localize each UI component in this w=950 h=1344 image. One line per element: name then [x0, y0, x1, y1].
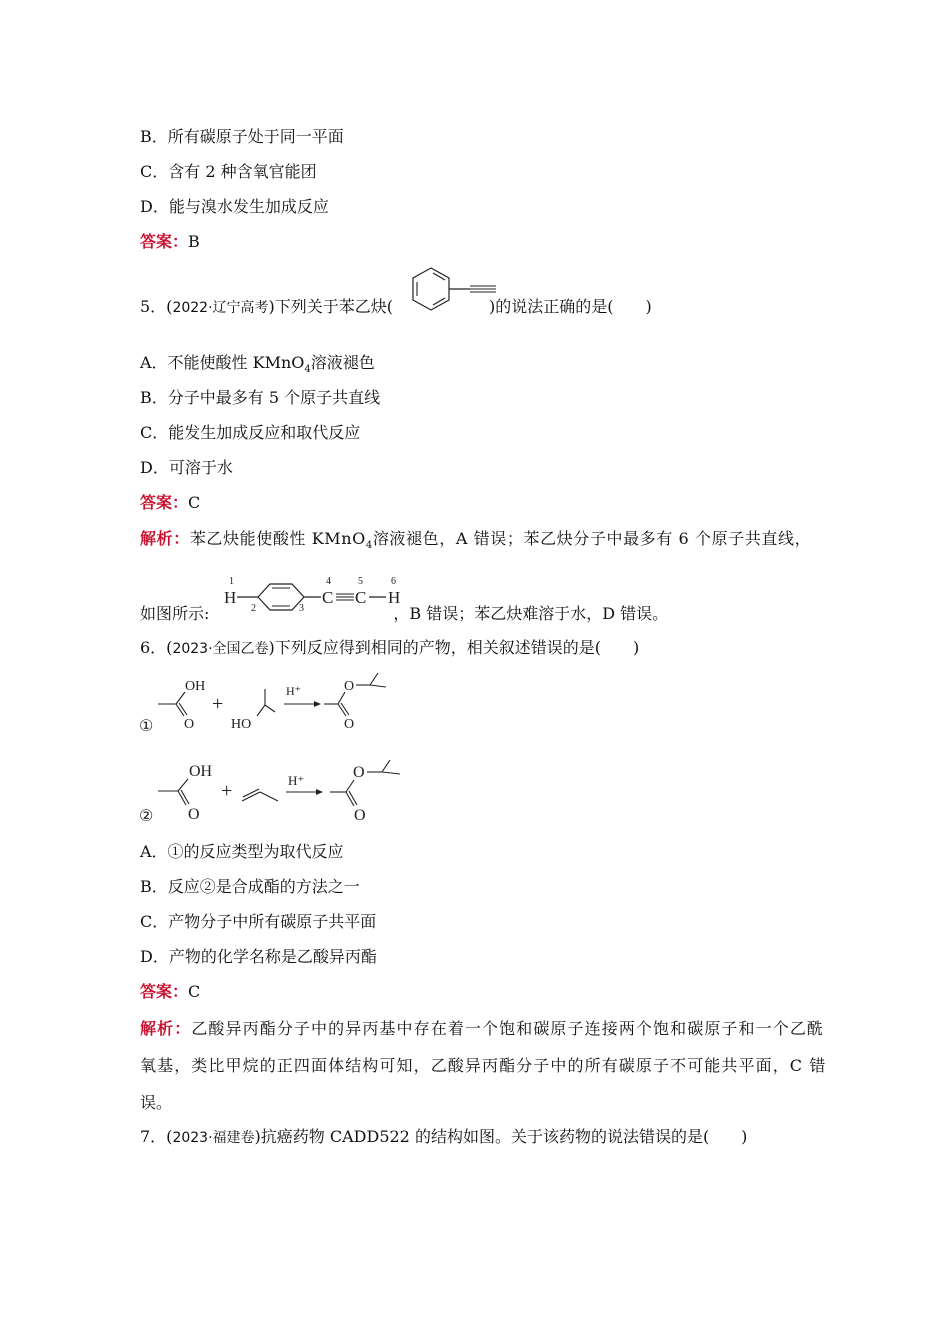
answer-label: 答案： — [140, 982, 189, 1001]
atom-c: C — [322, 588, 334, 607]
analysis-text: 溶液褪色，A 错误；苯乙炔分子中最多有 6 个原子共直线， — [372, 529, 812, 548]
atom-number: 6 — [391, 576, 396, 587]
atom-number: 3 — [299, 603, 304, 614]
answer-value: C — [188, 493, 201, 512]
q6-option-a: A．①的反应类型为取代反应 — [140, 842, 344, 861]
phenylacetylene-numbered-structure — [222, 572, 412, 620]
question-source: 2022·辽宁高考 — [172, 300, 269, 316]
atom-number: 2 — [251, 603, 256, 614]
q5-option-b: B．分子中最多有 5 个原子共直线 — [140, 388, 381, 407]
option-text: A．不能使酸性 KMnO — [140, 353, 305, 372]
analysis-text: 苯乙炔能使酸性 KMnO — [189, 529, 366, 548]
atom-o: O — [354, 807, 366, 824]
atom-number: 5 — [358, 576, 363, 587]
reaction-label: ① — [139, 718, 154, 735]
analysis-label: 解析： — [140, 529, 190, 548]
atom-o: O — [353, 764, 365, 781]
question-number: 7．( — [140, 1127, 173, 1146]
q5-option-c: C．能发生加成反应和取代反应 — [140, 423, 361, 442]
analysis-text: ，B 错误；苯乙炔难溶于水，D 错误。 — [393, 604, 669, 623]
option-text: 溶液褪色 — [310, 353, 375, 372]
question-number: 5．( — [140, 297, 173, 316]
catalyst: H⁺ — [288, 773, 305, 788]
plus-sign: + — [221, 780, 233, 802]
q5-option-d: D．可溶于水 — [140, 458, 233, 477]
atom-oh: OH — [189, 763, 213, 780]
atom-c: C — [355, 588, 367, 607]
q7-stem — [140, 1127, 747, 1148]
atom-o: O — [344, 679, 355, 694]
question-text: )下列反应得到相同的产物，相关叙述错误的是( ) — [268, 638, 640, 657]
reaction-2-scheme — [138, 755, 418, 827]
q5-analysis-line-1 — [140, 529, 811, 556]
q6-analysis-line-2: 氧基，类比甲烷的正四面体结构可知，乙酸异丙酯分子中的所有碳原子不可能共平面，C 错 — [140, 1056, 827, 1075]
subscript: 4 — [304, 364, 311, 376]
q6-analysis-line-1 — [140, 1019, 824, 1039]
atom-o: O — [184, 717, 195, 732]
q4-option-b: B．所有碳原子处于同一平面 — [140, 127, 344, 146]
analysis-text: 乙酸异丙酯分子中的异丙基中存在着一个饱和碳原子连接两个饱和碳原子和一个乙酰 — [191, 1019, 825, 1038]
q6-option-d: D．产物的化学名称是乙酸异丙酯 — [140, 947, 377, 966]
q6-stem — [140, 638, 639, 659]
phenylacetylene-structure — [404, 262, 500, 320]
atom-oh: OH — [185, 679, 206, 694]
q4-option-c: C．含有 2 种含氧官能团 — [140, 162, 317, 181]
analysis-label: 解析： — [140, 1019, 192, 1038]
answer-value: C — [188, 982, 201, 1001]
q6-answer — [140, 982, 200, 1002]
catalyst: H⁺ — [286, 684, 301, 698]
atom-ho: HO — [231, 717, 252, 732]
q4-option-d: D．能与溴水发生加成反应 — [140, 197, 329, 216]
q5-option-a — [140, 353, 375, 380]
atom-number: 4 — [326, 576, 331, 587]
q6-option-b: B．反应②是合成酯的方法之一 — [140, 877, 360, 896]
q5-answer — [140, 493, 200, 513]
q5-stem — [140, 297, 652, 318]
question-text: )抗癌药物 CADD522 的结构如图。关于该药物的说法错误的是( ) — [254, 1127, 748, 1146]
reaction-1-scheme — [138, 668, 408, 738]
answer-label: 答案： — [140, 493, 189, 512]
atom-h: H — [224, 588, 237, 607]
answer-label: 答案： — [140, 232, 189, 251]
atom-h: H — [388, 588, 401, 607]
plus-sign: + — [212, 693, 224, 715]
question-text: )下列关于苯乙炔( — [268, 297, 394, 316]
question-text: )的说法正确的是( ) — [489, 297, 652, 316]
analysis-text: 如图所示: — [140, 604, 210, 623]
subscript: 4 — [365, 540, 373, 552]
q6-option-c: C．产物分子中所有碳原子共平面 — [140, 912, 377, 931]
reaction-label: ② — [139, 808, 154, 825]
q4-answer — [140, 232, 200, 252]
question-source: 2023·福建卷 — [172, 1130, 255, 1146]
atom-o: O — [344, 717, 355, 732]
question-number: 6．( — [140, 638, 173, 657]
question-source: 2023·全国乙卷 — [172, 641, 269, 657]
q6-analysis-line-3: 误。 — [140, 1093, 173, 1112]
atom-number: 1 — [229, 576, 234, 587]
answer-value: B — [188, 232, 200, 251]
atom-o: O — [188, 806, 200, 823]
